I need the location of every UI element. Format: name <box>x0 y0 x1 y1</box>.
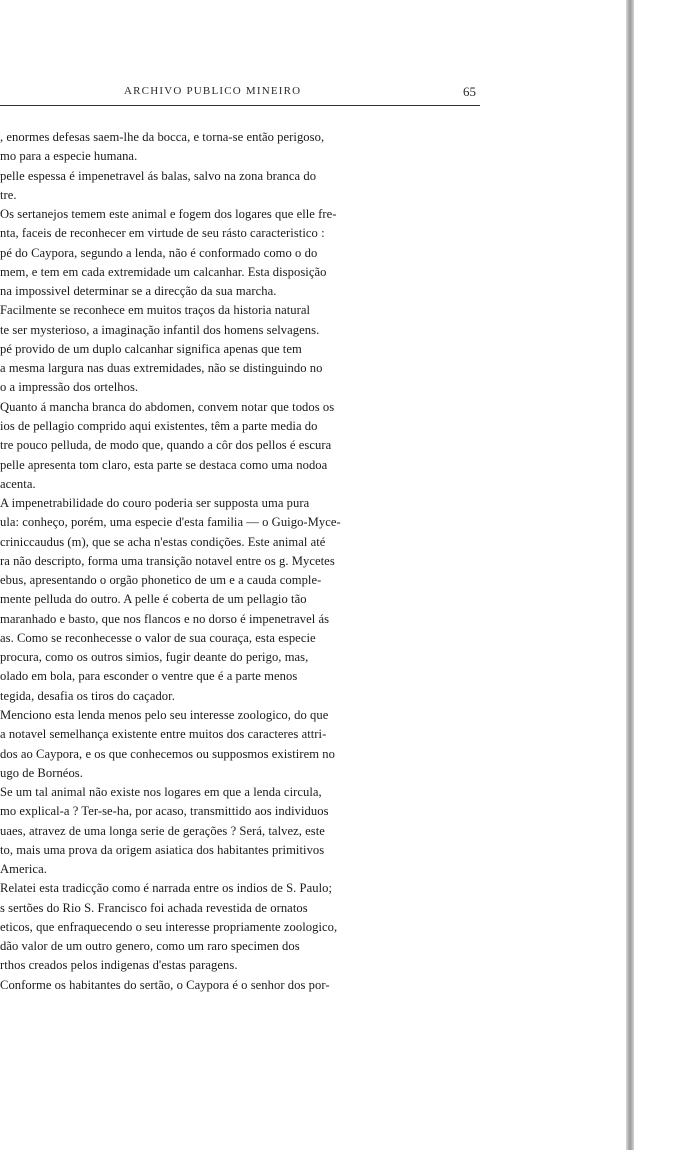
text-line: na impossivel determinar se a direcção da sua marcha. <box>0 284 277 299</box>
text-line: Facilmente se reconhece em muitos traços da historia natural <box>0 303 311 318</box>
text-line: mo explical-a ? Ter-se-ha, por acaso, transmittido aos individuos <box>0 804 329 819</box>
text-line: uaes, atravez de uma longa serie de gerações ? Será, talvez, este <box>0 823 325 838</box>
text-line: ios de pellagio comprido aqui existentes, têm a parte media do <box>0 418 318 433</box>
text-line: mo para a especie humana. <box>0 149 138 164</box>
text-line: Menciono esta lenda menos pelo seu interesse zoologico, do que <box>0 707 329 722</box>
text-line: pelle apresenta tom claro, esta parte se destaca como uma nodoa <box>0 457 328 472</box>
body-text <box>0 128 490 995</box>
text-line: Relatei esta tradicção como é narrada entre os indios de S. Paulo; <box>0 881 333 896</box>
text-line: pé do Caypora, segundo a lenda, não é conformado como o do <box>0 245 318 260</box>
header-rule <box>0 105 480 106</box>
text-line: pelle espessa é impenetravel ás balas, salvo na zona branca do <box>0 168 317 183</box>
text-line: Quanto á mancha branca do abdomen, convem notar que todos os <box>0 399 335 414</box>
text-line: tre. <box>0 187 17 202</box>
text-line: Os sertanejos temem este animal e fogem dos logares que elle fre- <box>0 207 337 222</box>
text-line: o a impressão dos ortelhos. <box>0 380 139 395</box>
text-line: to, mais uma prova da origem asiatica dos habitantes primitivos <box>0 842 325 857</box>
text-line: acenta. <box>0 476 36 491</box>
text-line: ula: conheço, porém, uma especie d'esta familia — o Guigo-Myce- <box>0 515 341 530</box>
text-line: mente pelluda do outro. A pelle é coberta de um pellagio tão <box>0 592 307 607</box>
text-line: olado em bola, para esconder o ventre que é a parte menos <box>0 669 298 684</box>
text-line: te ser mysterioso, a imaginação infantil dos homens selvagens. <box>0 322 320 337</box>
page-number: 65 <box>463 84 476 99</box>
running-header <box>0 85 480 105</box>
text-line: rthos creados pelos indigenas d'estas paragens. <box>0 958 238 973</box>
text-line: tre pouco pelluda, de modo que, quando a côr dos pellos é escura <box>0 438 332 453</box>
text-line: Se um tal animal não existe nos logares em que a lenda circula, <box>0 785 322 800</box>
text-line: ra não descripto, forma uma transição notavel entre os g. Mycetes <box>0 553 335 568</box>
text-line: mem, e tem em cada extremidade um calcanhar. Esta disposição <box>0 264 327 279</box>
text-line: criniccaudus (m), que se acha n'estas condições. Este animal até <box>0 534 326 549</box>
text-line: ugo de Bornéos. <box>0 765 83 780</box>
text-line: , enormes defesas saem-lhe da bocca, e torna-se então perigoso, <box>0 130 325 144</box>
text-line: Conforme os habitantes do sertão, o Caypora é o senhor dos por- <box>0 977 330 992</box>
text-line: nta, faceis de reconhecer em virtude de seu rásto caracteristico : <box>0 226 325 241</box>
text-line: ebus, apresentando o orgão phonetico de um e a cauda comple- <box>0 573 322 588</box>
text-line: A impenetrabilidade do couro poderia ser supposta uma pura <box>0 496 310 511</box>
text-line: pé provido de um duplo calcanhar significa apenas que tem <box>0 341 302 356</box>
running-title: ARCHIVO PUBLICO MINEIRO <box>124 85 302 97</box>
text-line: a mesma largura nas duas extremidades, não se distinguindo no <box>0 361 323 376</box>
text-line: dão valor de um outro genero, como um raro specimen dos <box>0 939 300 954</box>
text-line: maranhado e basto, que nos flancos e no dorso é impenetravel ás <box>0 611 330 626</box>
text-line: s sertões do Rio S. Francisco foi achada revestida de ornatos <box>0 900 308 915</box>
text-line: procura, como os outros simios, fugir deante do perigo, mas, <box>0 650 309 665</box>
page-edge-shadow <box>626 0 634 1150</box>
text-line: tegida, desafia os tiros do caçador. <box>0 688 175 703</box>
text-line: eticos, que enfraquecendo o seu interesse propriamente zoologico, <box>0 919 338 934</box>
text-line: dos ao Caypora, e os que conhecemos ou supposmos existirem no <box>0 746 335 761</box>
text-line: America. <box>0 862 47 877</box>
text-line: a notavel semelhança existente entre muitos dos caracteres attri- <box>0 727 327 742</box>
text-line: as. Como se reconhecesse o valor de sua couraça, esta especie <box>0 630 316 645</box>
